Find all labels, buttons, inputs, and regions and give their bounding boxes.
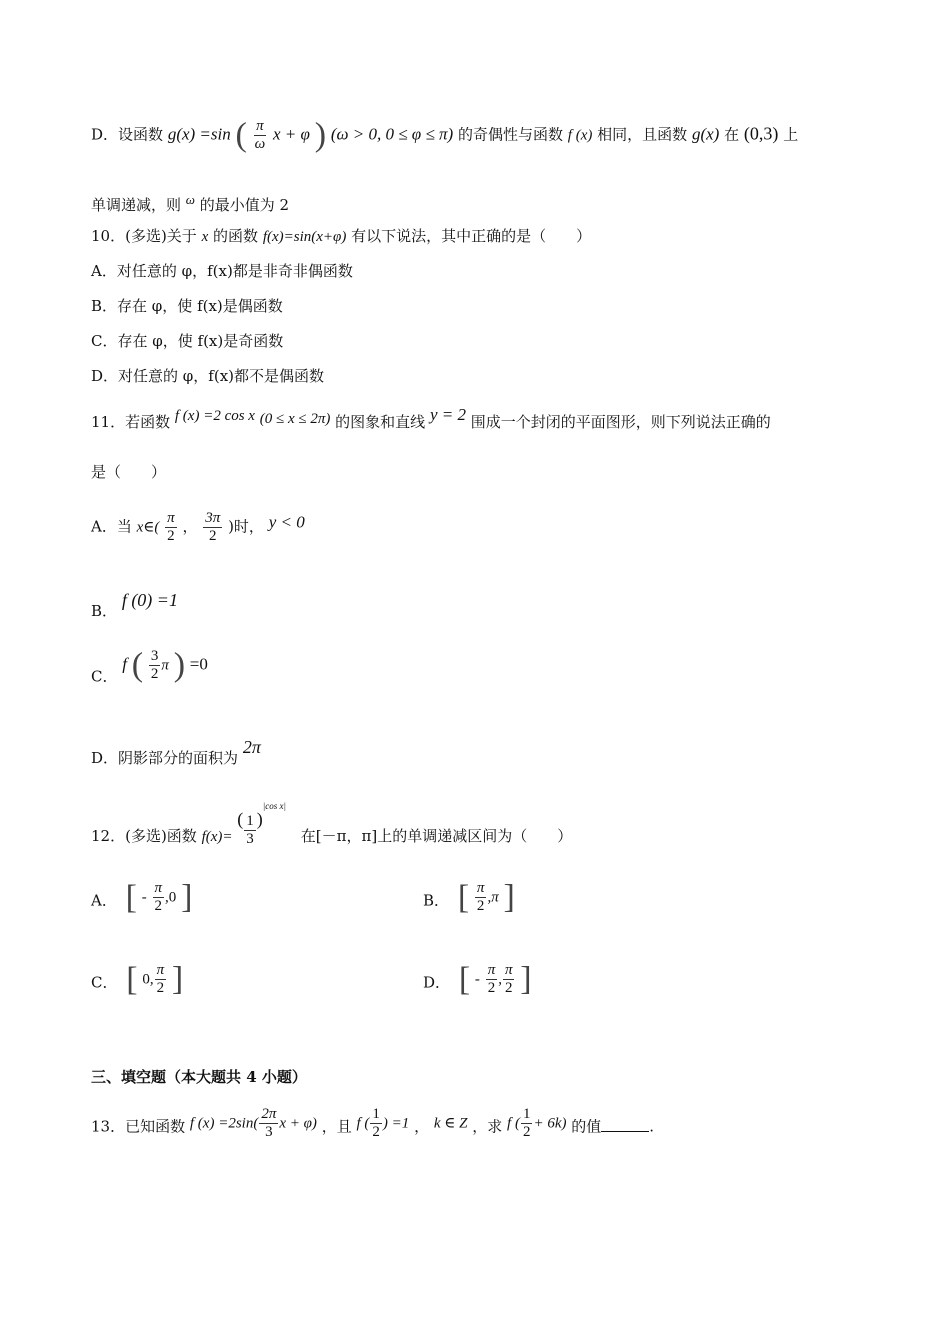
q11-stem-cont: 是（ ） (91, 463, 167, 481)
q9d-gx: g(x) (691, 124, 720, 144)
q12-option-c: C． [ 0, $\frac{\pi}{2}$ ] (91, 960, 184, 998)
q11-option-c: C． f ( $\frac{3}{2}$ π ) =0 (91, 646, 208, 686)
q10-option-c: C．存在 φ，使 f(x)是奇函数 (91, 332, 284, 350)
q9d-continuation: 单调递减，则 ω 的最小值为 2 (91, 192, 290, 214)
q12-stem: 12．(多选)函数 f(x)= ( $\frac{1}{3}$ )$^{|cos x|}$ 在[－π，π]上的单调递减区间为（ ） (91, 801, 573, 847)
q12-option-d: D． [ - $\frac{\pi}{2}$ , $\frac{\pi}{2}$ ] (423, 960, 532, 998)
q12-option-b: B． [ $\frac{\pi}{2}$ ,π ] (423, 878, 515, 916)
omega-symbol: ω (185, 192, 195, 207)
q11-stem: 11．若函数 f (x) =2 cos x (0 ≤ x ≤ 2π) 的图象和直线 y = 2 围成一个封闭的平面图形，则下列说法正确的 (91, 405, 771, 431)
q9d-text5: 上 (783, 125, 799, 144)
q11a-frac2: $\frac{3\pi}{2}$ (205, 510, 221, 544)
q9d-fx: f (x) (567, 127, 593, 144)
answer-blank[interactable] (601, 1117, 649, 1132)
q11-line: y = 2 (429, 405, 466, 424)
section-title: 三、填空题（本大题共 4 小题） (91, 1068, 307, 1086)
q9d-func: g(x) =sin (167, 124, 231, 144)
q9d-condition: (ω > 0, 0 ≤ φ ≤ π) (330, 124, 454, 144)
q9d-text4: 在 (724, 125, 740, 144)
q12-option-a: A． [ - $\frac{\pi}{2}$ ,0 ] (91, 878, 193, 916)
q9d-arg: x + φ (273, 124, 310, 144)
q9d-text2: 的奇偶性与函数 (458, 125, 564, 144)
q11-option-b: B． f (0) =1 (91, 590, 178, 620)
q12-exponent: |cos x| (262, 801, 286, 811)
q10-option-d: D．对任意的 φ，f(x)都不是偶函数 (91, 367, 325, 385)
q11a-frac1: $\frac{\pi}{2}$ (167, 510, 175, 544)
q11-option-d: D．阴影部分的面积为 2π (91, 737, 261, 767)
q10-option-b: B．存在 φ，使 f(x)是偶函数 (91, 297, 283, 315)
q12-base: $\frac{1}{3}$ (246, 813, 254, 847)
q9d-fraction: $\frac{\pi}{\omega}$ (254, 118, 266, 152)
q10-stem: 10．(多选)关于 x 的函数 f(x)=sin(x+φ) 有以下说法，其中正确的是（ ） (91, 227, 592, 245)
q11-domain: (0 ≤ x ≤ 2π) (259, 411, 331, 427)
q11c-frac: $\frac{3}{2}$ (150, 648, 159, 682)
q10-option-a: A．对任意的 φ，f(x)都是非奇非偶函数 (91, 262, 353, 280)
q9-option-d: D．设函数 g(x) =sin ( $\frac{\pi}{\omega}$ x + φ ) (ω > 0, 0 ≤ φ ≤ π) 的奇偶性与函数 f (x) 相同，且函数 g(x) 在 (0,3) 上 (91, 116, 799, 154)
q9d-label: D．设函数 (91, 125, 164, 144)
q11-func: f (x) =2 cos x (174, 408, 255, 424)
q13-stem: 13．已知函数 f (x) =2sin( $\frac{2\pi}{3}$ x + φ) ，且 f ( $\frac{1}{2}$ ) =1 ， k ∈ Z ，求 f ( $\frac{1}{2}$ + 6k) 的值 . (91, 1106, 655, 1140)
q11-option-a: A．当 x∈( $\frac{\pi}{2}$ ， $\frac{3\pi}{2}$ )时， y < 0 (91, 510, 305, 544)
q9d-interval: (0,3) (743, 123, 779, 144)
q9d-text3: 相同，且函数 (597, 125, 688, 144)
